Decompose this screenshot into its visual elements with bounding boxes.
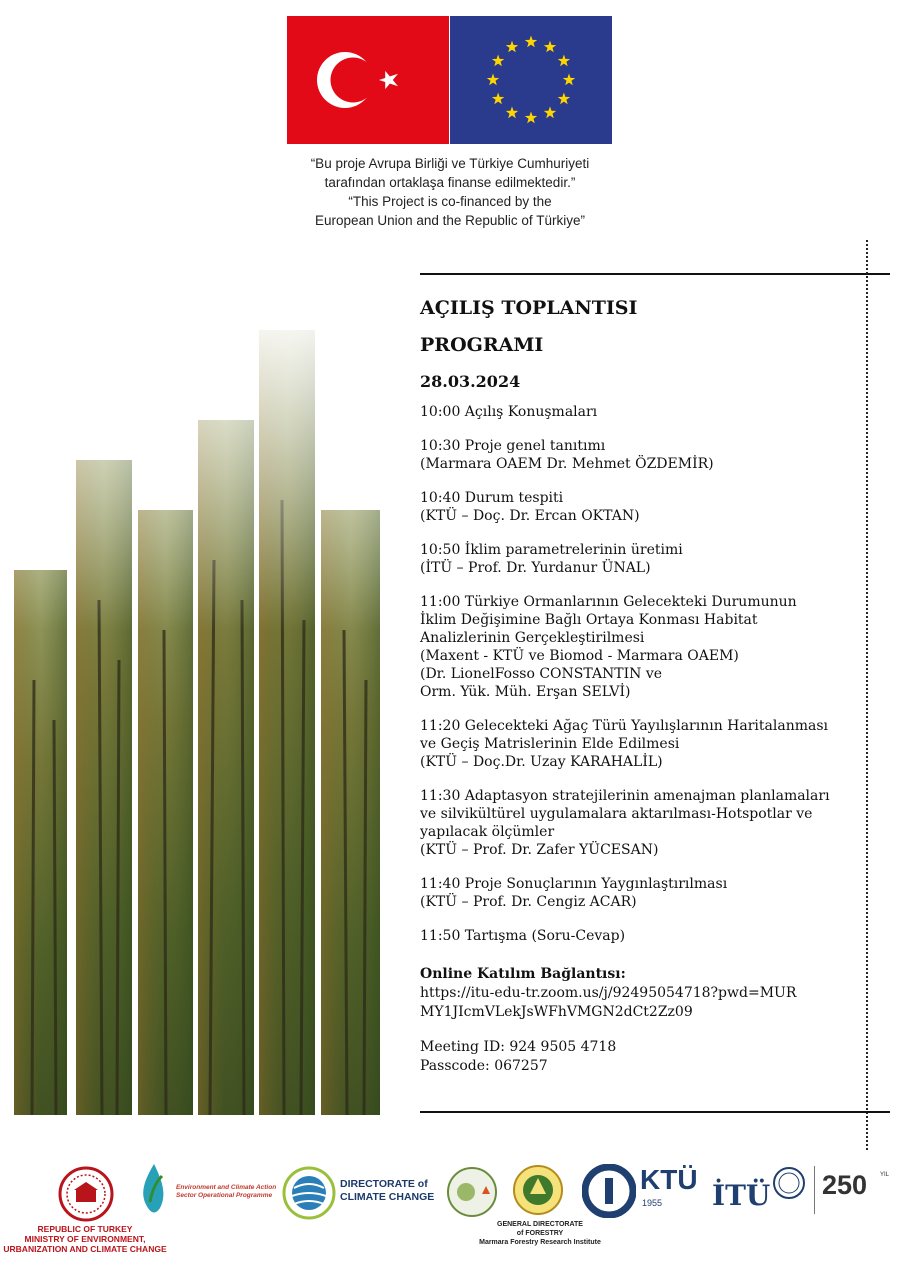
ministry-name: URBANIZATION AND CLIMATE CHANGE: [3, 1244, 167, 1254]
eu-star: [487, 74, 499, 86]
cofinance-line: tarafından ortaklaşa finanse edilmektedir.”: [324, 175, 576, 190]
agenda-item: [420, 489, 875, 525]
agenda-item-line: (Maxent - KTÜ ve Biomod - Marmara OAEM): [420, 648, 739, 664]
agenda-item: [420, 927, 875, 945]
eu-flag: [450, 16, 612, 144]
agenda-item: [420, 403, 875, 421]
cofinance-statement: [250, 154, 650, 230]
ministry-name: MINISTRY OF ENVIRONMENT,: [24, 1234, 146, 1244]
agenda-item-time-topic: 10:40 Durum tespiti: [420, 490, 564, 506]
itu-name: İTÜ: [712, 1179, 771, 1212]
ecap-name: Sector Operational Programme: [176, 1192, 273, 1199]
eu-star: [525, 36, 537, 48]
cofinance-flags: [287, 16, 612, 144]
program-title-line2: PROGRAMI: [420, 334, 544, 356]
ktu-year: 1955: [642, 1198, 663, 1208]
turkey-flag: [287, 16, 449, 144]
program: [420, 290, 875, 1076]
eu-star: [506, 106, 518, 118]
eu-star: [544, 106, 556, 118]
agenda-list: [420, 403, 875, 945]
partner-logos: [0, 1150, 900, 1274]
agenda-item-line: ve silvikültürel uygulamalara aktarılması-Hotspotlar ve: [420, 806, 813, 822]
agenda-item-time-topic: 10:30 Proje genel tanıtımı: [420, 438, 606, 454]
zoom-link-continued[interactable]: MY1JIcmVLekJsWFhVMGN2dCt2Zz09: [420, 1004, 693, 1020]
agenda-item: [420, 787, 875, 859]
agenda-item: [420, 541, 875, 577]
gdf-name: Marmara Forestry Research Institute: [479, 1239, 601, 1246]
gdf-name: GENERAL DIRECTORATE: [497, 1221, 583, 1228]
logo-separator: [814, 1166, 815, 1214]
agenda-item-line: (KTÜ – Prof. Dr. Zafer YÜCESAN): [420, 842, 659, 858]
dcc-name: DIRECTORATE of: [340, 1178, 428, 1190]
agenda-item: [420, 717, 875, 771]
program-title: AÇILIŞ TOPLANTISI: [420, 297, 638, 319]
agenda-item-line: Analizlerinin Gerçekleştirilmesi: [420, 630, 645, 646]
itu-250-suffix: YIL: [880, 1172, 890, 1178]
bottom-divider: [420, 1111, 890, 1113]
agenda-item-line: (Dr. LionelFosso CONSTANTIN ve: [420, 666, 663, 682]
agenda-item-line: (KTÜ – Prof. Dr. Cengiz ACAR): [420, 894, 637, 910]
ministry-name: REPUBLIC OF TURKEY: [37, 1224, 133, 1234]
gdf-name: of FORESTRY: [516, 1230, 564, 1237]
ktu-name: KTÜ: [640, 1164, 698, 1195]
agenda-item: [420, 593, 875, 701]
agenda-item-line: İklim Değişimine Bağlı Ortaya Konması Habitat: [420, 612, 758, 628]
top-divider: [420, 273, 890, 275]
cofinance-line: “Bu proje Avrupa Birliği ve Türkiye Cumhuriyeti: [310, 156, 590, 171]
agenda-item-line: (Marmara OAEM Dr. Mehmet ÖZDEMİR): [420, 456, 714, 472]
agenda-item-time-topic: 10:50 İklim parametrelerinin üretimi: [420, 542, 683, 558]
eu-star: [492, 93, 504, 105]
cofinance-line: European Union and the Republic of Türkiye”: [315, 213, 585, 228]
agenda-item-line: ve Geçiş Matrislerinin Elde Edilmesi: [420, 736, 680, 752]
agenda-item-time-topic: 11:20 Gelecekteki Ağaç Türü Yayılışlarının Haritalanması: [420, 718, 828, 734]
agenda-item: [420, 875, 875, 911]
eu-star: [525, 112, 537, 124]
agenda-item-line: (KTÜ – Doç. Dr. Ercan OKTAN): [420, 508, 640, 524]
agenda-item-time-topic: 11:00 Türkiye Ormanlarının Gelecekteki Durumunun: [420, 594, 797, 610]
eu-star: [563, 74, 575, 86]
agenda-item-line: yapılacak ölçümler: [420, 824, 555, 840]
passcode: Passcode: 067257: [420, 1058, 548, 1074]
cofinance-line: “This Project is co-financed by the: [348, 194, 552, 209]
eu-star: [558, 93, 570, 105]
agenda-item-line: (İTÜ – Prof. Dr. Yurdanur ÜNAL): [420, 560, 651, 576]
program-date: 28.03.2024: [420, 372, 521, 391]
online-heading: Online Katılım Bağlantısı:: [420, 966, 626, 982]
agenda-item-time-topic: 11:30 Adaptasyon stratejilerinin amenajman planlamaları: [420, 788, 830, 804]
dcc-name: CLIMATE CHANGE: [340, 1191, 435, 1203]
agenda-item-time-topic: 10:00 Açılış Konuşmaları: [420, 404, 598, 420]
forest-image: [14, 300, 380, 1115]
zoom-link[interactable]: https://itu-edu-tr.zoom.us/j/92495054718?pwd=MUR: [420, 985, 797, 1001]
agenda-item-time-topic: 11:50 Tartışma (Soru-Cevap): [420, 928, 626, 944]
agenda-item-line: (KTÜ – Doç.Dr. Uzay KARAHALİL): [420, 754, 663, 770]
agenda-item: [420, 437, 875, 473]
eu-star: [544, 41, 556, 53]
itu-250: 250: [822, 1170, 868, 1200]
agenda-item-line: Orm. Yük. Müh. Erşan SELVİ): [420, 684, 631, 700]
agenda-item-time-topic: 11:40 Proje Sonuçlarının Yaygınlaştırılması: [420, 876, 728, 892]
eu-star: [558, 55, 570, 67]
meeting-id: Meeting ID: 924 9505 4718: [420, 1039, 617, 1055]
eu-star: [492, 55, 504, 67]
eu-star: [506, 41, 518, 53]
ecap-name: Environment and Climate Action: [176, 1184, 277, 1191]
